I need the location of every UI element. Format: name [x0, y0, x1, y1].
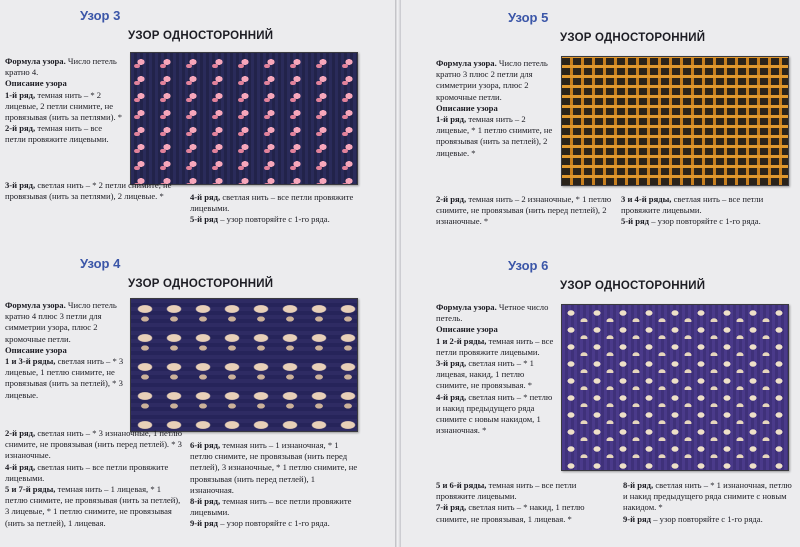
row-label: 2-й ряд,: [5, 123, 36, 134]
row-text: светлая нить – * 3 лицевые, 1 петлю снимите, не провязывая (нить за петлей), * 3 лицевые.: [5, 356, 124, 400]
row-text: – узор повторяйте с 1-го ряда.: [653, 513, 763, 524]
pattern-5-text-left: [436, 58, 556, 159]
row-label: 4-й ряд,: [5, 461, 36, 472]
row-label: 4-й ряд,: [436, 391, 467, 402]
row-label: 9-й ряд: [190, 518, 219, 529]
pattern-4-title: Узор 4: [80, 256, 121, 271]
row-text: темная нить – все петли провяжите лицевыми.: [436, 480, 577, 502]
row-label: 9-й ряд: [623, 513, 652, 524]
formula-label: Формула узора.: [436, 302, 497, 312]
pattern-6-title: Узор 6: [508, 258, 549, 273]
pattern-5-text-right: [621, 194, 791, 228]
row-label: 3 и 4-й ряды,: [621, 194, 672, 204]
pattern-3-text-right: [190, 192, 360, 226]
description-label: Описание узора: [5, 78, 67, 89]
description-label: Описание узора: [436, 324, 498, 335]
row-label: 5 и 7-й ряды,: [5, 484, 56, 495]
pattern-3-text-row3: [5, 180, 185, 202]
formula-text: Число петель кратно 3 плюс 2 петли для симметрии узора, плюс 2 кромочные петли.: [436, 58, 548, 102]
description-label: Описание узора: [5, 344, 67, 355]
pattern-6-subtitle: УЗОР ОДНОСТОРОННИЙ: [560, 280, 706, 292]
row-text: темная нить – все петли провяжите лицевыми.: [436, 335, 554, 357]
row-text: темная нить – 1 лицевая, * 1 петлю снимите, не провязывая (нить за петлей), 3 лицевые, * 1 петлю снимите, не провязывая (нить за петлей), 1 лицевая.: [5, 484, 181, 528]
pattern-6-text-right: [623, 480, 793, 525]
row-label: 1-й ряд,: [5, 89, 36, 100]
row-text: светлая нить – * 2 петли снимите, не провязывая (нить за петлями), 2 лицевые. *: [5, 180, 172, 202]
row-text: – узор повторяйте с 1-го ряда.: [220, 214, 330, 225]
pattern-4-swatch-image: [130, 298, 358, 432]
pattern-6-text-left: [436, 302, 558, 436]
row-text: темная нить – все петли провяжите лицевыми.: [5, 123, 109, 145]
row-label: 1 и 2-й ряды,: [436, 335, 487, 346]
row-text: светлая нить – * 3 изнаночные, 1 петлю снимите, не провязывая (нить перед петлей). * 3 изнаночные.: [5, 428, 183, 461]
pattern-5-title: Узор 5: [508, 10, 549, 25]
row-text: – узор повторяйте с 1-го ряда.: [651, 216, 761, 227]
row-label: 1-й ряд,: [436, 114, 467, 125]
row-label: 5 и 6-й ряды,: [436, 480, 487, 490]
pattern-6-swatch-image: [561, 304, 789, 471]
pattern-3-swatch-image: [130, 52, 358, 185]
formula-text: Число петель кратно 4.: [5, 56, 117, 78]
row-text: светлая нить – все петли провяжите лицевыми.: [621, 194, 764, 216]
row-label: 8-й ряд,: [623, 480, 654, 490]
row-text: светлая нить – все петли провяжите лицевыми.: [5, 461, 169, 483]
row-label: 5-й ряд: [190, 214, 219, 225]
row-text: темная нить – * 2 лицевые, 2 петли снимите, не провязывая (нить за петлями). *: [5, 89, 123, 123]
row-label: 2-й ряд,: [436, 194, 467, 204]
row-text: темная нить – все петли провяжите лицевыми.: [190, 496, 352, 518]
left-page: [0, 0, 395, 547]
right-page: [401, 0, 800, 547]
pattern-4-subtitle: УЗОР ОДНОСТОРОННИЙ: [128, 278, 274, 290]
row-text: темная нить – 2 изнаночные, * 1 петлю снимите, не провязывая (нить перед петлей), 2 изнаночные. *: [436, 194, 612, 227]
pattern-5-swatch-image: [561, 56, 789, 186]
pattern-3-text-left: [5, 56, 125, 146]
row-text: светлая нить – * 1 лицевая, накид, 1 петлю снимите, не провязывая. *: [436, 358, 534, 391]
formula-label: Формула узора.: [436, 58, 497, 68]
row-label: 6-й ряд,: [190, 440, 221, 450]
row-label: 2-й ряд,: [5, 428, 36, 438]
row-label: 8-й ряд,: [190, 496, 221, 507]
row-label: 4-й ряд,: [190, 192, 221, 202]
pattern-4-text-bottom: [5, 428, 185, 529]
formula-text: Число петель кратно 4 плюс 3 петли для симметрии узора, плюс 2 кромочные петли.: [5, 300, 117, 344]
description-label: Описание узора: [436, 102, 498, 113]
formula-label: Формула узора.: [5, 56, 66, 66]
pattern-5-text-row2: [436, 194, 614, 228]
row-text: темная нить – 2 лицевые, * 1 петлю снимите, не провязывая (нить за петлей), 2 лицевые. *: [436, 114, 553, 158]
row-label: 3-й ряд,: [5, 180, 36, 190]
row-text: светлая нить – * петлю и накид предыдущего ряда снимите с новым накидом, 1 изнаночная. *: [436, 391, 553, 436]
row-label: 7-й ряд,: [436, 502, 467, 513]
row-label: 5-й ряд: [621, 216, 650, 227]
row-text: светлая нить – все петли провяжите лицевыми.: [190, 192, 354, 214]
formula-text: Четное число петель.: [436, 302, 549, 324]
pattern-5-subtitle: УЗОР ОДНОСТОРОННИЙ: [560, 32, 706, 44]
pattern-4-text-right: [190, 440, 360, 530]
pattern-6-text-bottom: [436, 480, 616, 525]
pattern-4-text-left: [5, 300, 127, 401]
row-label: 1 и 3-й ряды,: [5, 356, 56, 367]
pattern-3-subtitle: УЗОР ОДНОСТОРОННИЙ: [128, 30, 274, 42]
formula-label: Формула узора.: [5, 300, 66, 310]
row-text: светлая нить – * 1 изнаночная, петлю и накид предыдущего ряда снимите с новым накидом. *: [623, 480, 792, 513]
row-text: темная нить – 1 изнаночная, * 1 петлю снимите, не провязывая (нить перед петлей), 3 изнаночные, * 1 петлю снимите, не провязывая (нить перед петлей), 1 изнаночная.: [190, 440, 358, 495]
row-label: 3-й ряд,: [436, 358, 467, 369]
pattern-3-title: Узор 3: [80, 8, 121, 23]
row-text: светлая нить – * накид, 1 петлю снимите, не провязывая, 1 лицевая. *: [436, 502, 585, 524]
row-text: – узор повторяйте с 1-го ряда.: [220, 518, 330, 529]
